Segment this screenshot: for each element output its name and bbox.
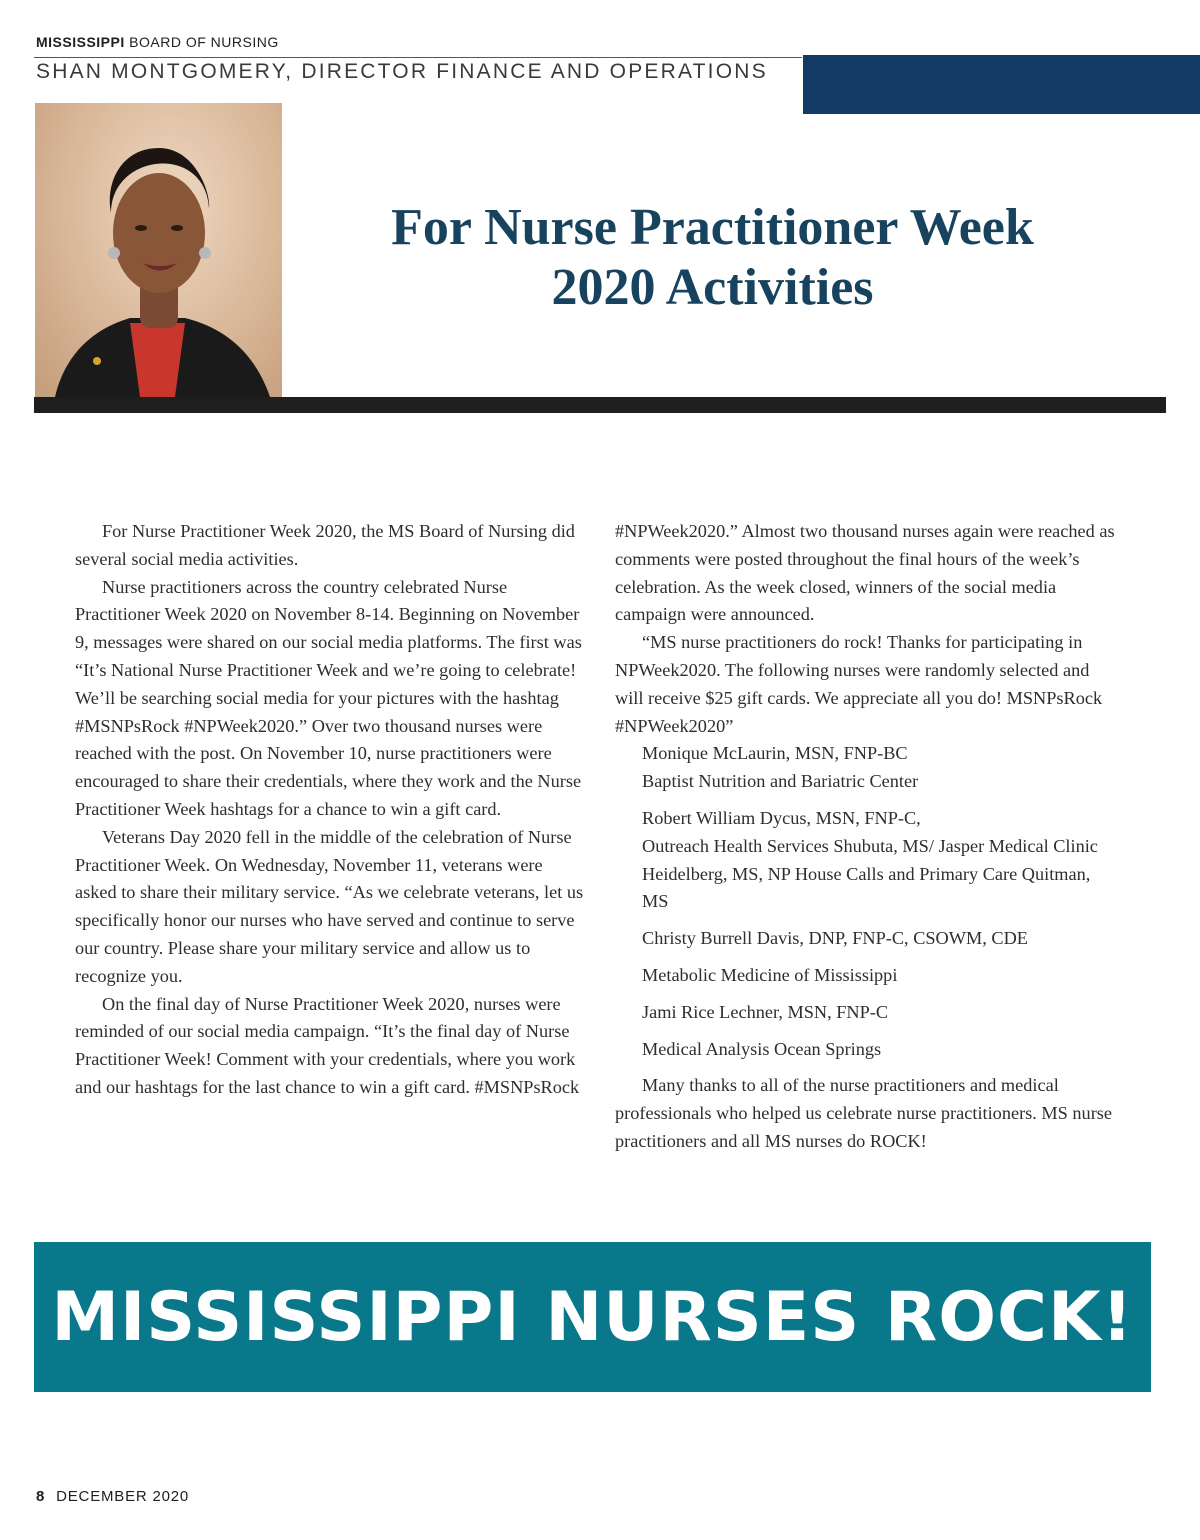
publication-name: [36, 34, 279, 50]
header-accent-block: [803, 55, 1200, 114]
page-footer: [36, 1488, 189, 1505]
article-title-line2: 2020 Activities: [551, 259, 874, 316]
winner-workplace: Baptist Nutrition and Bariatric Center: [642, 771, 919, 792]
publication-name-rest: BOARD OF NURSING: [129, 34, 279, 50]
title-divider-bar: [34, 397, 1166, 413]
article-title-line1: For Nurse Practitioner Week: [391, 199, 1034, 256]
winner-name: Jami Rice Lechner, MSN, FNP-C: [642, 1001, 889, 1022]
article-title: [300, 198, 1125, 318]
body-paragraph: Veterans Day 2020 fell in the middle of the celebration of Nurse Practitioner Week. On Wednesday, November 11, veterans were asked to share their military service. “As we celebrate veterans, let us specifically honor our nurses who have served and continue to serve our country. Please share your military service and allow us to recognize you.: [75, 826, 584, 986]
article-column-right: [615, 518, 1115, 1156]
body-paragraph: Nurse practitioners across the country celebrated Nurse Practitioner Week 2020 on November 8-14. Beginning on November 9, messages were shared on our social media platforms. The first was “It’s National Nurse Practitioner Week and we’re going to celebrate! We’ll be searching social media for your pictures with the hashtag #MSNPsRock #NPWeek2020.” Over two thousand nurses were reached with the post. On November 10, nurse practitioners were encouraged to share their credentials, where they work and the Nurse Practitioner Week hashtags for a chance to win a gift card.: [75, 576, 582, 819]
author-byline: SHAN MONTGOMERY, DIRECTOR FINANCE AND OPERATIONS: [36, 60, 768, 83]
body-paragraph: On the final day of Nurse Practitioner Week 2020, nurses were reminded of our social media campaign. “It’s the final day of Nurse Practitioner Week! Comment with your credentials, where you work and our hashtags for the last chance to win a gift card. #MSNPsRock: [75, 993, 580, 1097]
slogan-banner: [34, 1242, 1151, 1392]
winner-workplace: Outreach Health Services Shubuta, MS/ Jasper Medical Clinic Heidelberg, MS, NP House Calls and Primary Care Quitman, MS: [642, 835, 1098, 912]
author-divider: [34, 57, 802, 58]
winners-announcement-quote: “MS nurse practitioners do rock! Thanks for participating in NPWeek2020. The following nurses were randomly selected and will receive $25 gift cards. We appreciate all you do! MSNPsRock #NPWeek2020”: [615, 632, 1103, 736]
winner-workplace: Metabolic Medicine of Mississippi: [642, 964, 898, 985]
winner-name: Monique McLaurin, MSN, FNP-BC: [642, 743, 908, 764]
winner-name: Robert William Dycus, MSN, FNP-C,: [642, 807, 921, 828]
issue-date: DECEMBER 2020: [56, 1488, 190, 1505]
article-column-left: [75, 518, 585, 1102]
publication-name-bold: MISSISSIPPI: [36, 34, 125, 50]
closing-paragraph: Many thanks to all of the nurse practitioners and medical professionals who helped us celebrate nurse practitioners. MS nurse practitioners and all MS nurses do ROCK!: [615, 1075, 1113, 1151]
body-paragraph: For Nurse Practitioner Week 2020, the MS Board of Nursing did several social media activities.: [75, 521, 575, 569]
winner-name: Christy Burrell Davis, DNP, FNP-C, CSOWM, CDE: [642, 928, 1028, 949]
winner-workplace: Medical Analysis Ocean Springs: [642, 1038, 882, 1059]
body-paragraph: #NPWeek2020.” Almost two thousand nurses again were reached as comments were posted throughout the final hours of the week’s celebration. As the week closed, winners of the social media campaign were announced.: [615, 521, 1115, 625]
author-portrait: [35, 103, 282, 397]
page-number: 8: [36, 1488, 46, 1505]
slogan-text: MISSISSIPPI NURSES ROCK!: [51, 1277, 1134, 1357]
portrait-illustration: [35, 103, 282, 397]
